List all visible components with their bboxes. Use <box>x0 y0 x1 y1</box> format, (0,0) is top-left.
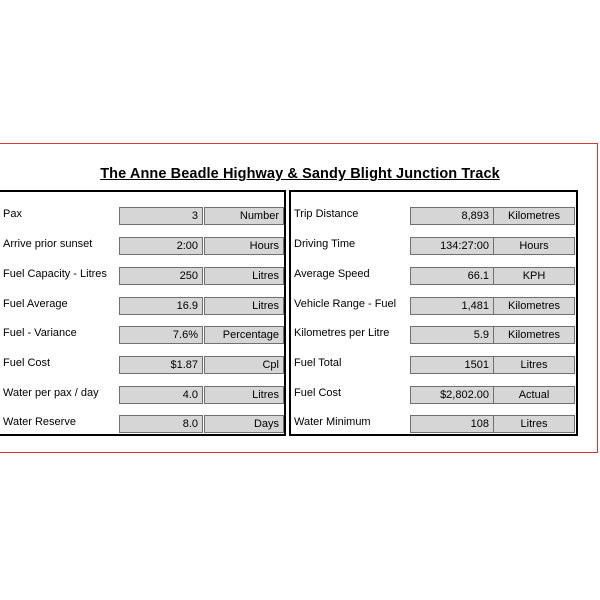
fuel-variance-field[interactable]: 7.6% <box>119 326 203 344</box>
table-row <box>0 415 284 433</box>
pax-value-field[interactable]: 3 <box>119 207 203 225</box>
trip-distance-value: 8,893 <box>410 207 494 225</box>
row-label: Arrive prior sunset <box>3 238 93 250</box>
page-title: The Anne Beadle Highway & Sandy Blight Junction Track <box>100 166 500 182</box>
unit-field: Litres <box>204 386 284 404</box>
row-label: Fuel Total <box>294 357 342 369</box>
table-row <box>291 415 576 433</box>
row-label: Trip Distance <box>294 208 359 220</box>
row-label: Water Minimum <box>294 416 371 428</box>
unit-field: Litres <box>204 267 284 285</box>
row-label: Water per pax / day <box>3 387 99 399</box>
fuel-average-field[interactable]: 16.9 <box>119 297 203 315</box>
row-label: Fuel - Variance <box>3 327 77 339</box>
unit-field: Kilometres <box>493 326 575 344</box>
table-row <box>0 237 284 255</box>
row-label: Fuel Cost <box>3 357 51 369</box>
table-row <box>291 267 576 285</box>
unit-field: Litres <box>493 356 575 374</box>
unit-field: Hours <box>204 237 284 255</box>
row-label: Pax <box>3 208 22 220</box>
unit-field: KPH <box>493 267 575 285</box>
table-row <box>291 386 576 404</box>
unit-field: Percentage <box>204 326 284 344</box>
unit-field: Hours <box>493 237 575 255</box>
fuel-cost-total-value: $2,802.00 <box>410 386 494 404</box>
unit-field: Litres <box>493 415 575 433</box>
fuel-capacity-field[interactable]: 250 <box>119 267 203 285</box>
table-row <box>291 356 576 374</box>
fuel-cost-field[interactable]: $1.87 <box>119 356 203 374</box>
row-label: Water Reserve <box>3 416 76 428</box>
row-label: Fuel Average <box>3 298 68 310</box>
table-row <box>0 386 284 404</box>
table-row <box>291 297 576 315</box>
km-per-litre-value: 5.9 <box>410 326 494 344</box>
table-row <box>0 297 284 315</box>
results-panel <box>289 190 578 436</box>
table-row <box>0 267 284 285</box>
average-speed-value: 66.1 <box>410 267 494 285</box>
input-panel <box>0 190 286 436</box>
unit-field: Kilometres <box>493 297 575 315</box>
vehicle-range-value: 1,481 <box>410 297 494 315</box>
unit-field: Days <box>204 415 284 433</box>
table-row <box>291 237 576 255</box>
row-label: Average Speed <box>294 268 370 280</box>
driving-time-value: 134:27:00 <box>410 237 494 255</box>
unit-field: Number <box>204 207 284 225</box>
table-row <box>0 207 284 225</box>
unit-field: Litres <box>204 297 284 315</box>
unit-field: Kilometres <box>493 207 575 225</box>
row-label: Kilometres per Litre <box>294 327 390 339</box>
row-label: Fuel Capacity - Litres <box>3 268 107 280</box>
water-minimum-value: 108 <box>410 415 494 433</box>
table-row <box>291 207 576 225</box>
table-row <box>291 326 576 344</box>
row-label: Vehicle Range - Fuel <box>294 298 397 310</box>
fuel-total-value: 1501 <box>410 356 494 374</box>
water-reserve-field[interactable]: 8.0 <box>119 415 203 433</box>
unit-field: Actual <box>493 386 575 404</box>
water-per-pax-field[interactable]: 4.0 <box>119 386 203 404</box>
row-label: Driving Time <box>294 238 356 250</box>
table-row <box>0 326 284 344</box>
unit-field: Cpl <box>204 356 284 374</box>
table-row <box>0 356 284 374</box>
row-label: Fuel Cost <box>294 387 342 399</box>
arrive-prior-sunset-field[interactable]: 2:00 <box>119 237 203 255</box>
